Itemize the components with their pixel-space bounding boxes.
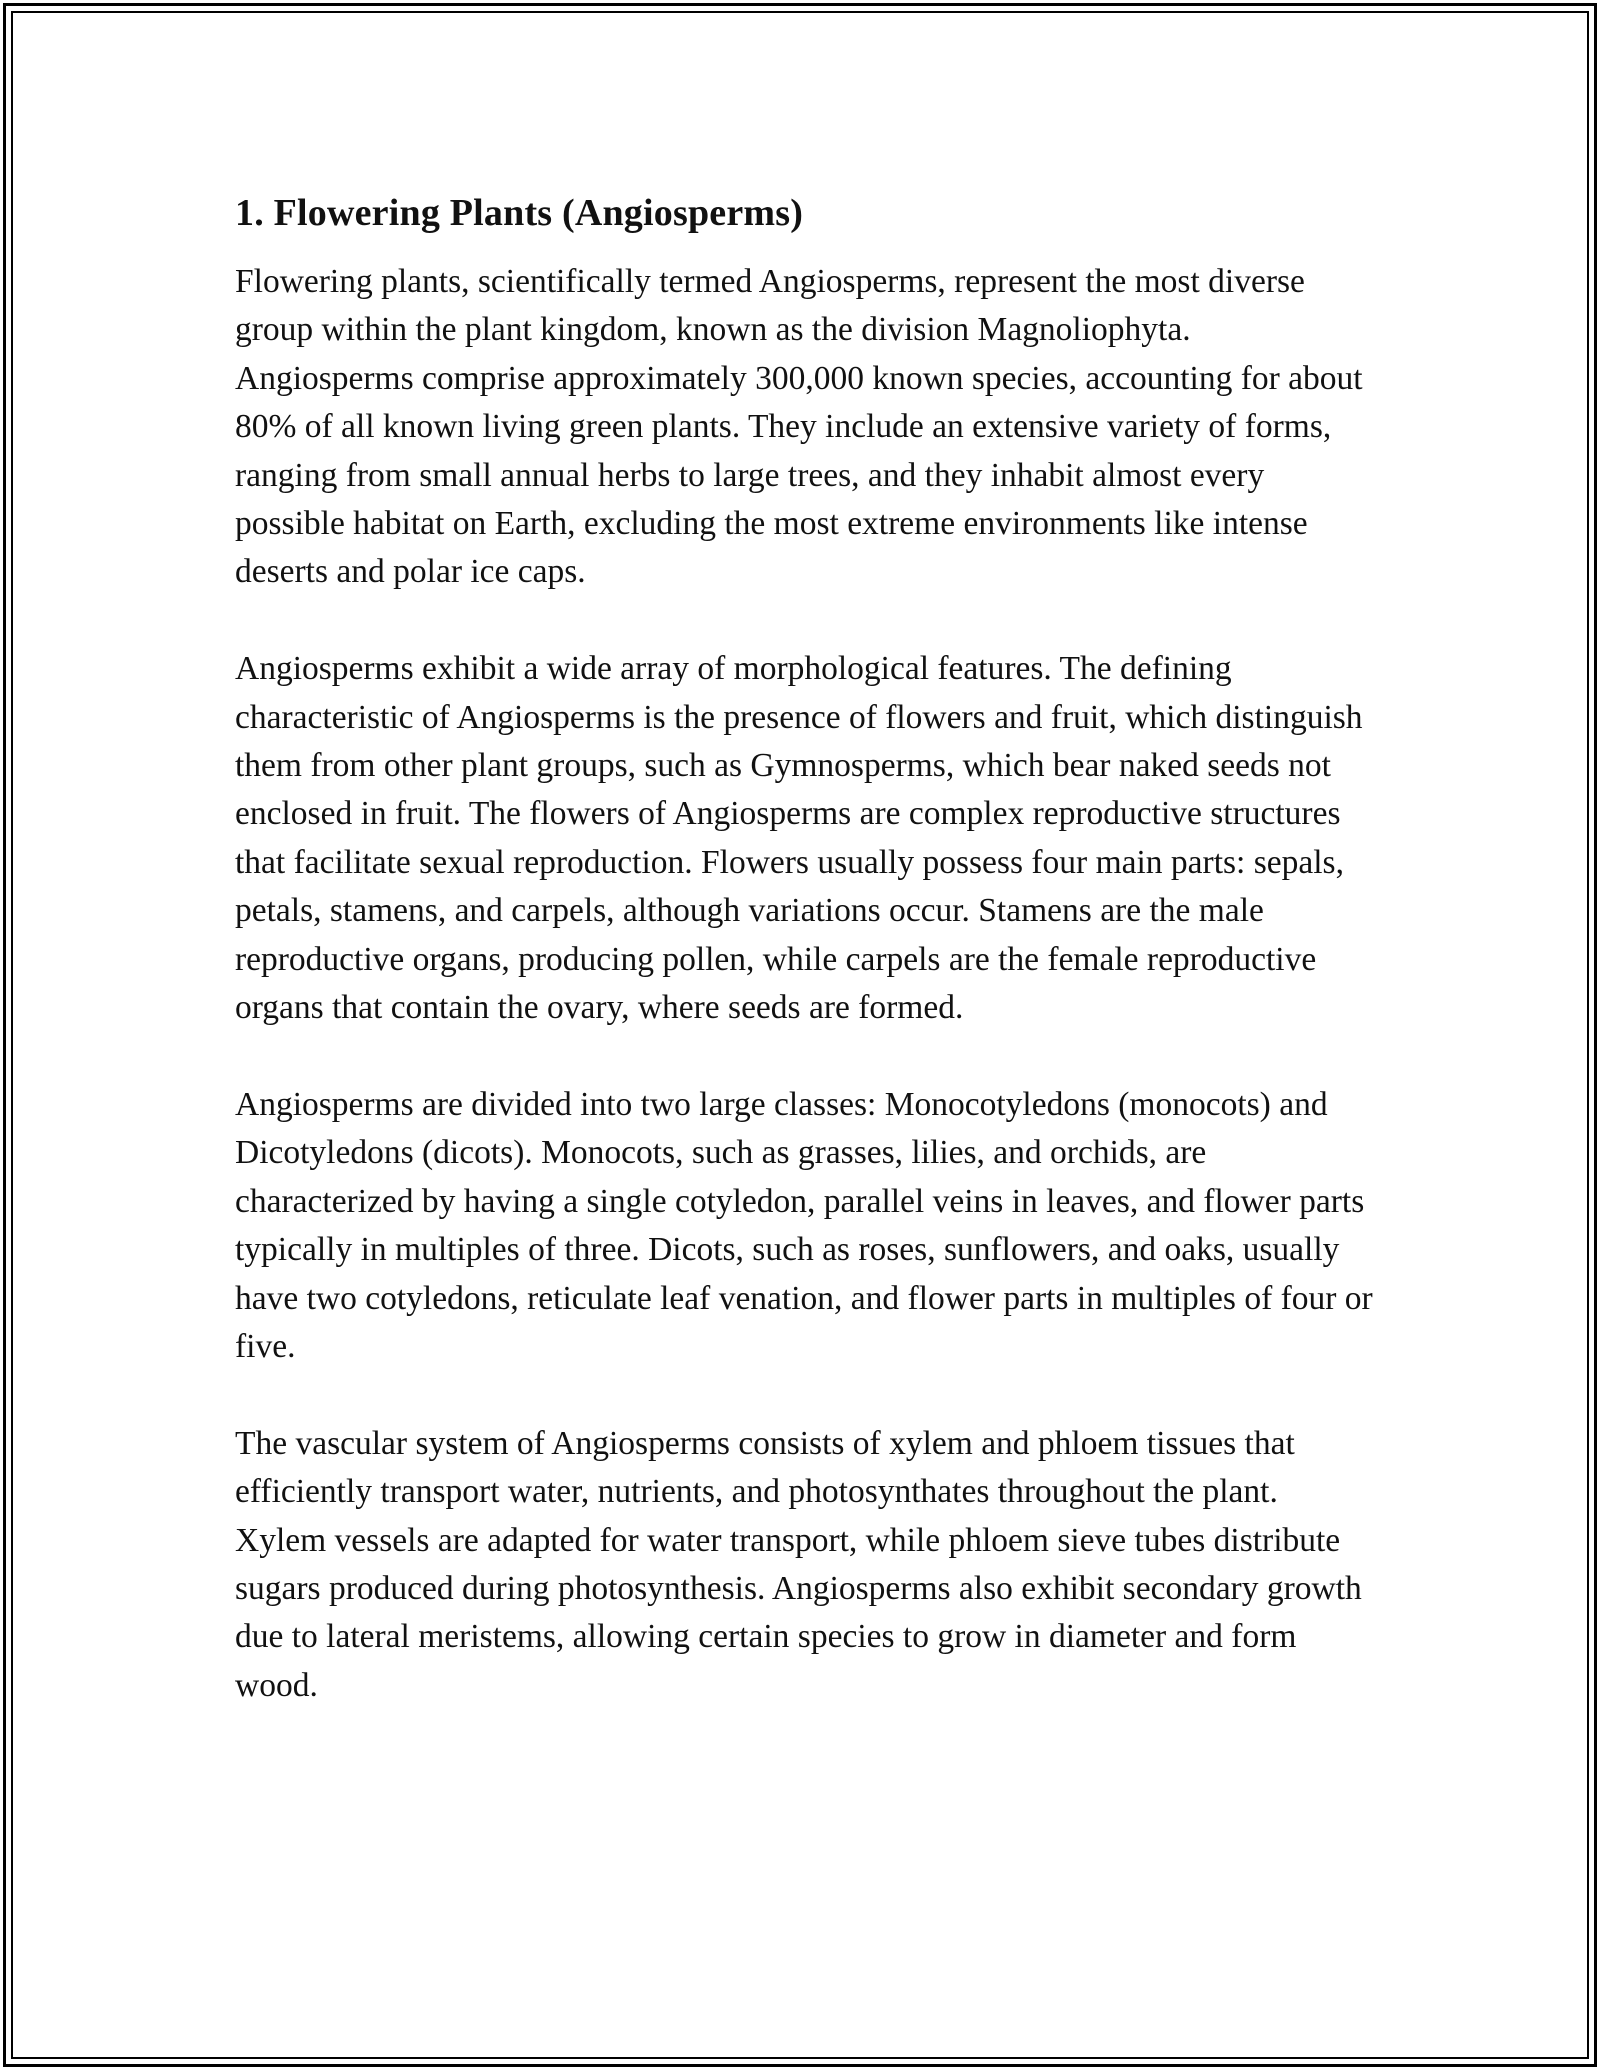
paragraph-classes: Angiosperms are divided into two large classes: Monocotyledons (monocots) and Dicotyledons (dicots). Monocots, such as grasses, lilies, and orchids, are characterized by having a single cotyledon, parallel veins in leaves, and flower parts typically in multiples of three. Dicots, such as roses, sunflowers, and oaks, usually have two cotyledons, reticulate leaf venation, and flower parts in multiples of four or five. (235, 1085, 1373, 1365)
section-heading: 1. Flowering Plants (Angiosperms) (235, 192, 804, 234)
paragraph-vascular-system: The vascular system of Angiosperms consists of xylem and phloem tissues that efficiently transport water, nutrients, and photosynthates throughout the plant. Xylem vessels are adapted for water transport, while phloem sieve tubes distribute sugars produced during photosynthesis. Angiosperms also exhibit secondary growth due to lateral meristems, allowing certain species to grow in diameter and form wood. (235, 1424, 1362, 1704)
document-body (235, 186, 1375, 1710)
paragraph-morphology: Angiosperms exhibit a wide array of morphological features. The defining characteristic of Angiosperms is the presence of flowers and fruit, which distinguish them from other plant groups, such as Gymnosperms, which bear naked seeds not enclosed in fruit. The flowers of Angiosperms are complex reproductive structures that facilitate sexual reproduction. Flowers usually possess four main parts: sepals, petals, stamens, and carpels, although variations occur. Stamens are the male reproductive organs, producing pollen, while carpels are the female reproductive organs that contain the ovary, where seeds are formed. (235, 650, 1363, 1027)
paragraph-overview: Flowering plants, scientifically termed Angiosperms, represent the most diverse group within the plant kingdom, known as the division Magnoliophyta. Angiosperms comprise approximately 300,000 known species, accounting for about 80% of all known living green plants. They include an extensive variety of forms, ranging from small annual herbs to large trees, and they inhabit almost every possible habitat on Earth, excluding the most extreme environments like intense deserts and polar ice caps. (235, 263, 1363, 591)
